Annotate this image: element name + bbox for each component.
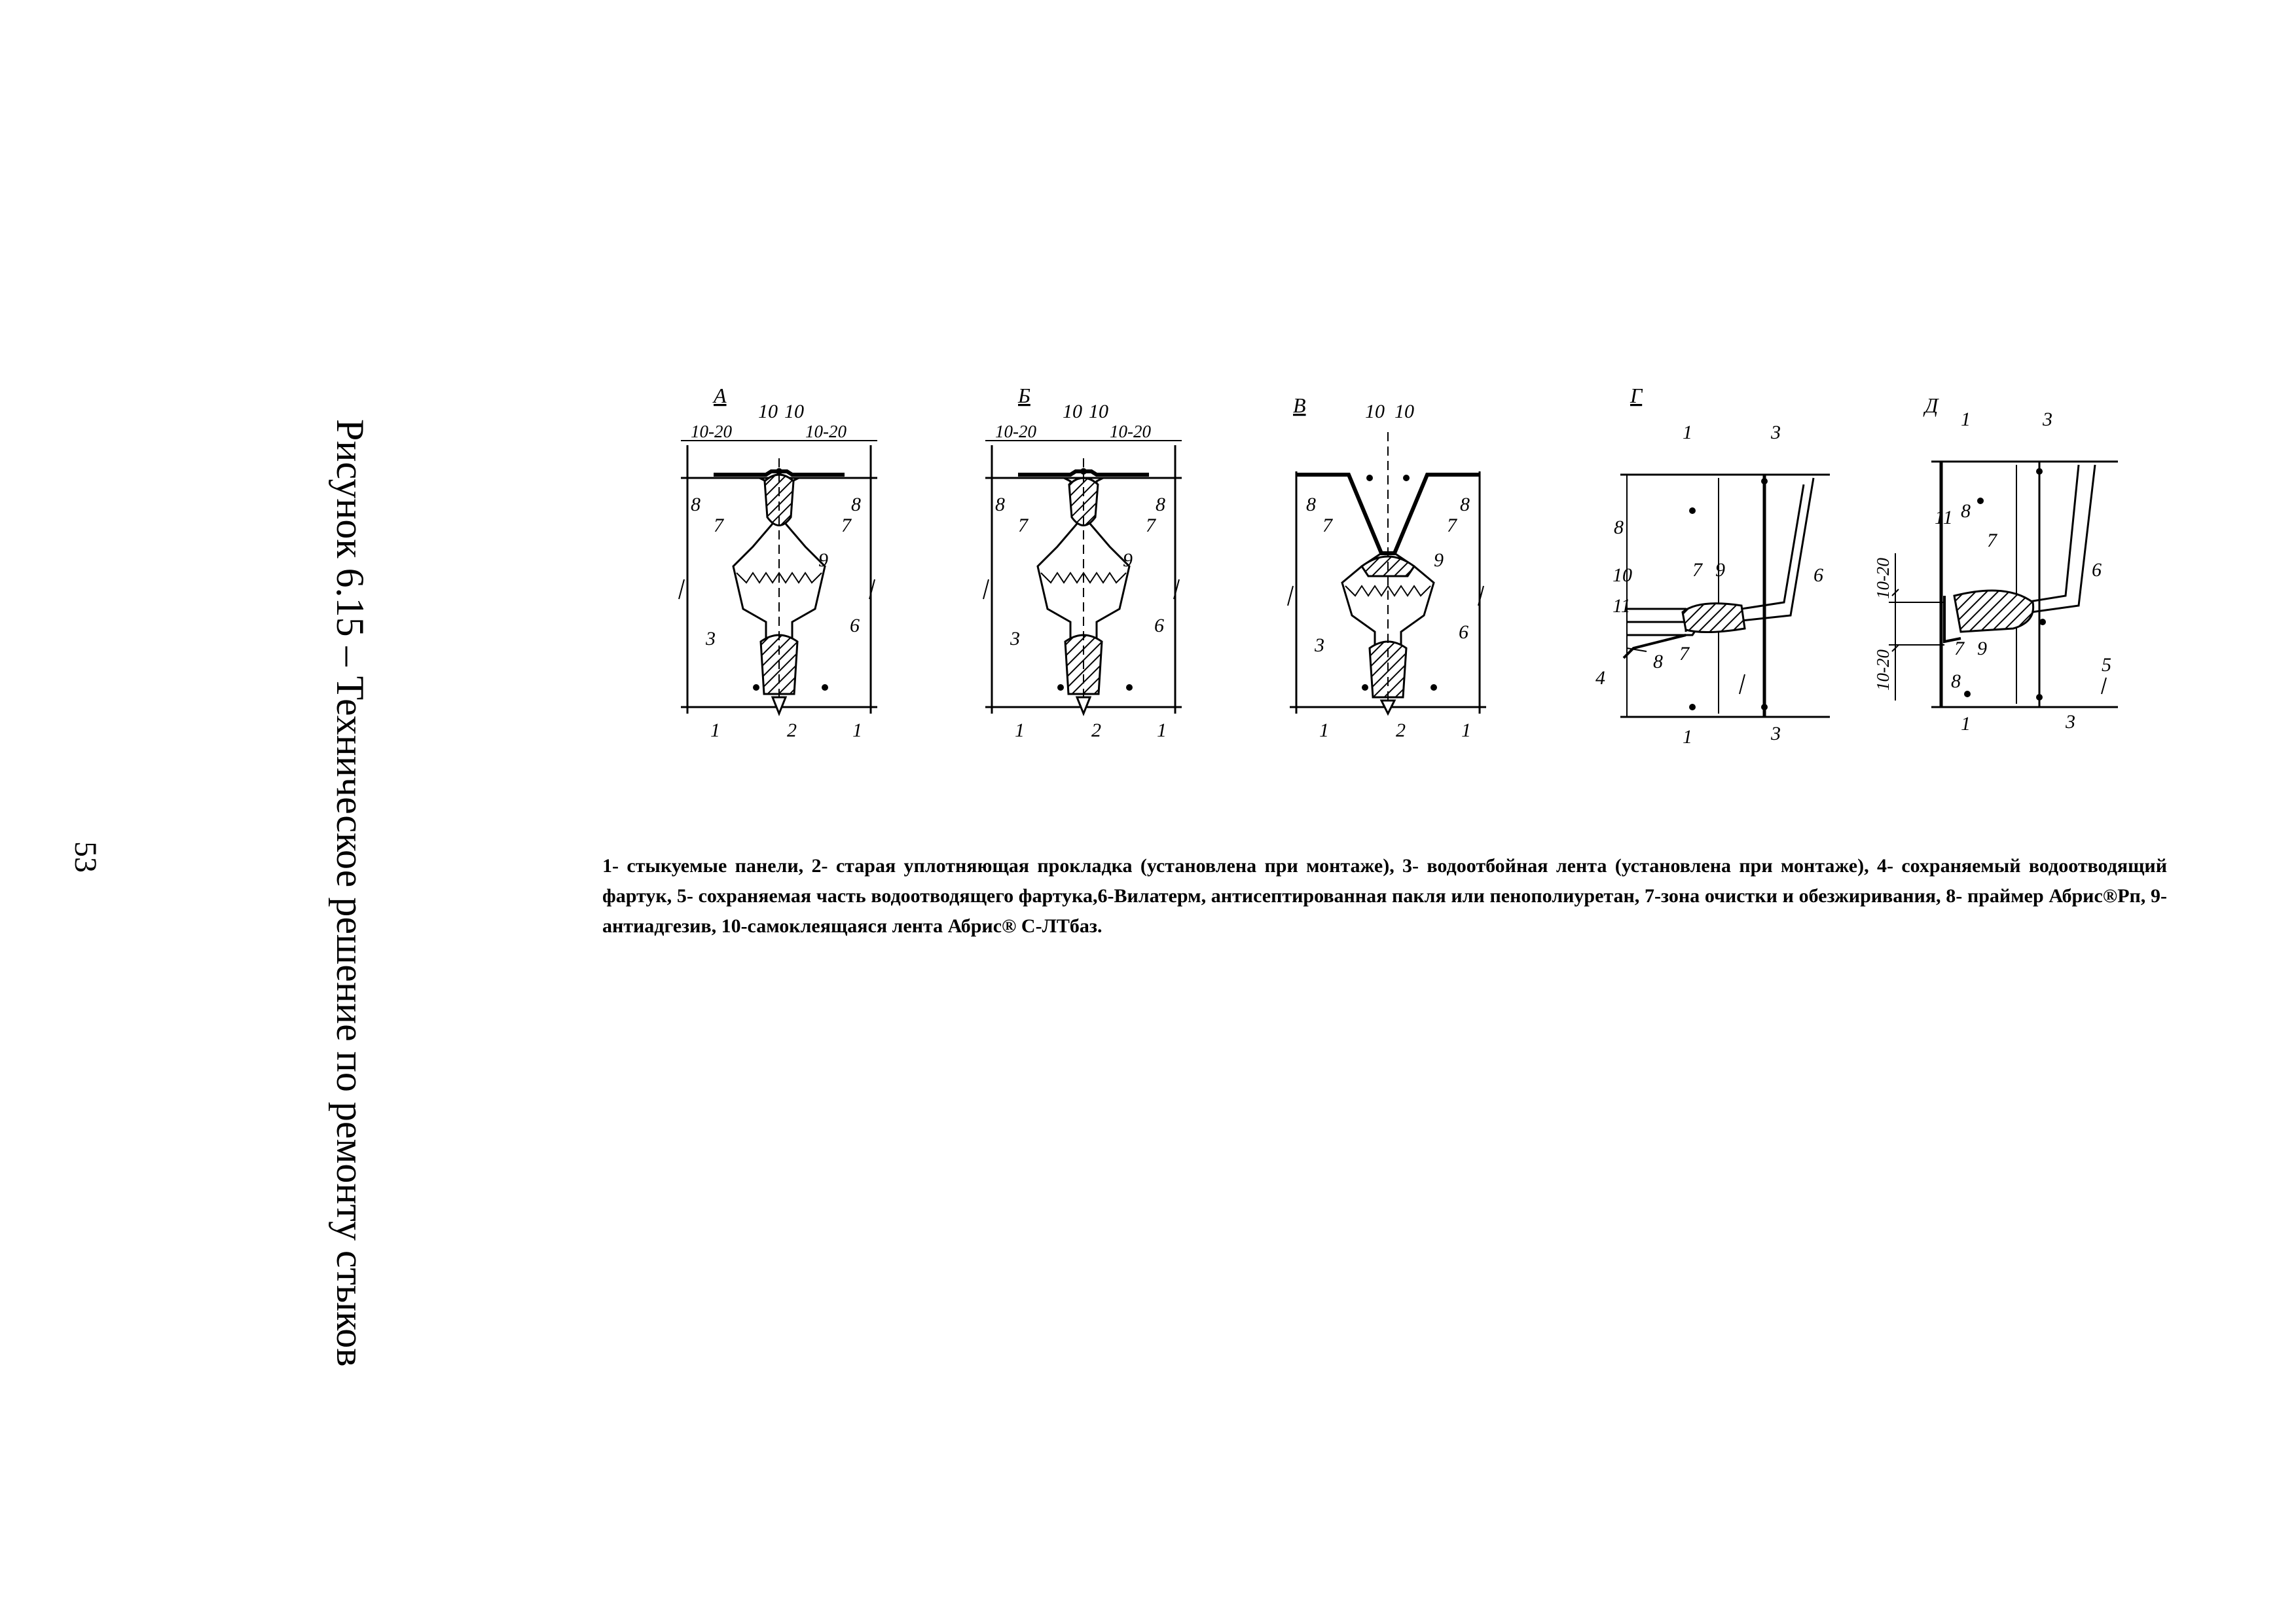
callout: 10 <box>1063 401 1082 422</box>
callout: 1 <box>1961 713 1971 735</box>
callout: 3 <box>1771 723 1781 744</box>
panel-letter: Б <box>1018 386 1030 407</box>
panel-a <box>679 386 877 741</box>
callout: 10 <box>758 401 778 422</box>
dimension: 10-20 <box>1873 558 1893 599</box>
callout: 2 <box>787 720 797 741</box>
callout: 3 <box>2043 409 2052 430</box>
joint-repair-figure <box>674 386 2180 766</box>
page-number: 53 <box>68 841 103 873</box>
callout: 7 <box>1679 643 1689 665</box>
callout: 7 <box>1018 515 1028 536</box>
callout: 7 <box>1447 515 1457 536</box>
callout: 8 <box>1156 494 1165 515</box>
callout: 7 <box>1987 530 1997 551</box>
callout: 9 <box>818 549 828 571</box>
callout: 11 <box>1935 507 1953 528</box>
callout: 6 <box>1459 621 1468 643</box>
callout: 1 <box>1157 720 1167 741</box>
callout: 8 <box>851 494 861 515</box>
dimension: 10-20 <box>1110 422 1151 441</box>
callout: 1 <box>1319 720 1329 741</box>
callout: 3 <box>1771 422 1781 443</box>
callout: 1 <box>1683 726 1692 748</box>
panel-letter: Г <box>1630 386 1643 407</box>
callout: 3 <box>1315 634 1324 656</box>
callout: 9 <box>1715 559 1725 581</box>
callout: 6 <box>1154 615 1164 636</box>
panel-b <box>983 386 1182 741</box>
callout: 9 <box>1123 549 1133 571</box>
callout: 8 <box>1460 494 1470 515</box>
figure-caption: Рисунок 6.15 – Техническое решение по ремонту стыков <box>329 419 372 1367</box>
panel-letter: А <box>714 386 727 407</box>
callout: 2 <box>1091 720 1101 741</box>
callout: 8 <box>1306 494 1316 515</box>
callout: 1 <box>1015 720 1025 741</box>
callout: 10 <box>784 401 804 422</box>
callout: 6 <box>2092 559 2102 581</box>
panel-v <box>1288 393 1486 741</box>
callout: 9 <box>1977 638 1987 659</box>
callout: 3 <box>1010 628 1020 649</box>
dimension: 10-20 <box>805 422 847 441</box>
callout: 3 <box>706 628 716 649</box>
callout: 7 <box>714 515 723 536</box>
callout: 11 <box>1613 595 1631 617</box>
callout: 10 <box>1394 401 1414 422</box>
callout: 8 <box>1653 651 1663 672</box>
callout: 1 <box>1961 409 1971 430</box>
callout: 7 <box>1954 638 1964 659</box>
callout: 7 <box>1692 559 1702 581</box>
callout: 1 <box>852 720 862 741</box>
callout: 8 <box>1961 500 1971 522</box>
panel-d <box>1873 393 2118 735</box>
callout: 5 <box>2102 654 2111 676</box>
callout: 7 <box>841 515 851 536</box>
dimension: 10-20 <box>995 422 1036 441</box>
callout: 2 <box>1396 720 1406 741</box>
callout: 4 <box>1595 667 1605 689</box>
callout: 10 <box>1365 401 1385 422</box>
callout: 1 <box>1683 422 1692 443</box>
panel-g <box>1595 386 1830 748</box>
dimension: 10-20 <box>691 422 732 441</box>
callout: 10 <box>1089 401 1108 422</box>
callout: 1 <box>1461 720 1471 741</box>
callout: 8 <box>995 494 1005 515</box>
callout: 6 <box>1813 564 1823 586</box>
callout: 8 <box>1614 517 1624 538</box>
callout: 8 <box>691 494 701 515</box>
panel-letter: В <box>1293 393 1306 417</box>
callout: 7 <box>1146 515 1156 536</box>
dimension: 10-20 <box>1873 649 1893 691</box>
callout: 7 <box>1322 515 1332 536</box>
panel-letter: Д <box>1925 393 1939 417</box>
callout: 1 <box>710 720 720 741</box>
figure-legend: 1- стыкуемые панели, 2- старая уплотняющая прокладка (установлена при монтаже), 3- водоотбойная лента (установлена при монтаже), 4- сохраняемый водоотводящий фартук, 5- сохраняемая часть водоотводящего фартука,6-Вилатерм, антисептированная пакля или пенополиуретан, 7-зона очистки и обезжиривания, 8- праймер Абрис®Рп, 9-антиадгезив, 10-самоклеящаяся лента Абрис® С-ЛТбаз. <box>602 855 2167 937</box>
callout: 3 <box>2066 711 2075 733</box>
callout: 10 <box>1613 564 1632 586</box>
callout: 8 <box>1951 670 1961 692</box>
callout: 9 <box>1434 549 1444 571</box>
callout: 6 <box>850 615 860 636</box>
